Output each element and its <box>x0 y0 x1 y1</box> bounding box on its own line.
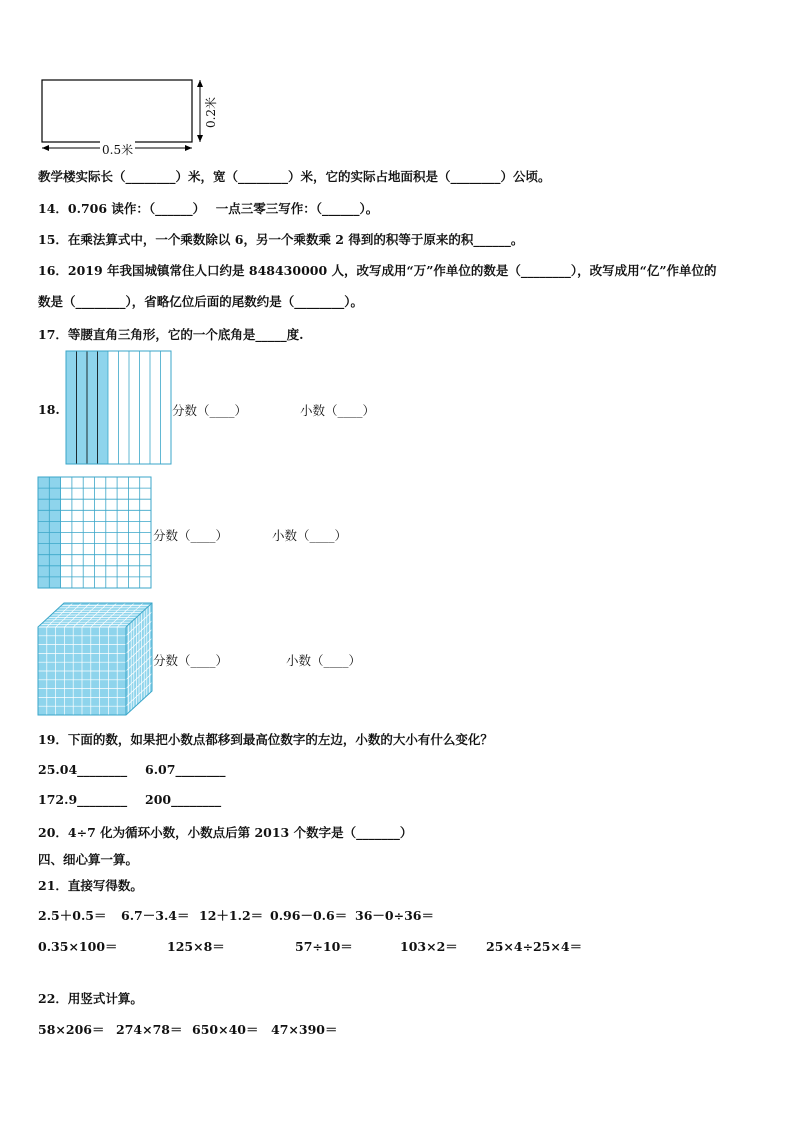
q22-item-3: 650×40＝ <box>192 1022 259 1037</box>
q19-item-3: 172.9________ <box>38 792 128 807</box>
q21-r2-5: 25×4÷25×4＝ <box>486 939 583 954</box>
q17-text: 17．等腰直角三角形，它的一个底角是_____度. <box>38 327 304 342</box>
q21-r1-4: 0.96－0.6＝ <box>270 908 348 923</box>
q18-number: 18. <box>38 402 60 417</box>
q16-line1: 16．2019 年我国城镇常住人口约是 848430000 人，改写成用“万”作单位的数是（________），改写成用“亿”作单位的 <box>38 263 717 278</box>
q18-fraction-1: 分数（____） <box>172 403 248 418</box>
q18-fraction-3: 分数（____） <box>153 653 229 668</box>
building-rectangle <box>42 80 192 142</box>
q13-text: 教学楼实际长（________）米，宽（________）米，它的实际占地面积是（________）公顷。 <box>38 169 551 184</box>
q22-item-2: 274×78＝ <box>116 1022 183 1037</box>
q19-item-4: 200________ <box>145 792 222 807</box>
q18-decimal-3: 小数（____） <box>286 653 362 668</box>
q21-r1-2: 6.7－3.4＝ <box>121 908 190 923</box>
q19-item-1: 25.04________ <box>38 762 128 777</box>
q14-text: 14．0.706 读作：（______） 一点三零三写作：（______）。 <box>38 201 379 216</box>
q19-item-2: 6.07________ <box>145 762 226 777</box>
q18-fraction-2: 分数（____） <box>153 528 229 543</box>
q18-decimal-2: 小数（____） <box>272 528 348 543</box>
q21-r1-5: 36－0÷36＝ <box>355 908 434 923</box>
q21-r2-4: 103×2＝ <box>400 939 458 954</box>
q21-text: 21．直接写得数。 <box>38 878 143 893</box>
q20-text: 20．4÷7 化为循环小数，小数点后第 2013 个数字是（_______） <box>38 825 413 840</box>
section-4-heading: 四、细心算一算。 <box>38 852 139 867</box>
q15-text: 15．在乘法算式中，一个乘数除以 6，另一个乘数乘 2 得到的积等于原来的积______。 <box>38 232 524 247</box>
q22-item-1: 58×206＝ <box>38 1022 105 1037</box>
q18-decimal-1: 小数（____） <box>300 403 376 418</box>
q22-text: 22．用竖式计算。 <box>38 991 143 1006</box>
q21-r2-2: 125×8＝ <box>167 939 225 954</box>
q21-r1-3: 12＋1.2＝ <box>199 908 264 923</box>
q21-r2-3: 57÷10＝ <box>295 939 353 954</box>
q21-r2-1: 0.35×100＝ <box>38 939 118 954</box>
q21-r1-1: 2.5＋0.5＝ <box>38 908 107 923</box>
q22-item-4: 47×390＝ <box>271 1022 338 1037</box>
q19-text: 19．下面的数，如果把小数点都移到最高位数字的左边，小数的大小有什么变化？ <box>38 732 493 747</box>
width-label: 0.5米 <box>102 143 134 157</box>
height-label: 0.2米 <box>204 96 219 129</box>
q16-line2: 数是（________），省略亿位后面的尾数约是（________）。 <box>38 294 364 309</box>
